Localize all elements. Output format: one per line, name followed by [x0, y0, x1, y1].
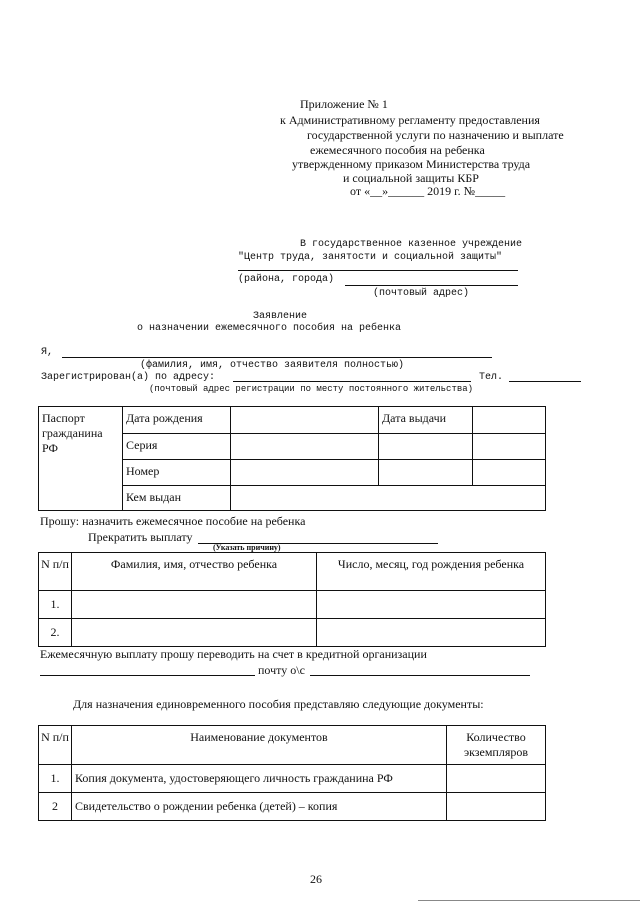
- appendix-line3: государственной услуги по назначению и выплате: [307, 128, 564, 142]
- district-label: (района, города): [238, 274, 335, 285]
- doc-2-count[interactable]: [447, 793, 546, 821]
- children-row-1-n: 1.: [50, 597, 60, 611]
- doc-1-n: 1.: [50, 771, 60, 785]
- doc-1-count[interactable]: [447, 765, 546, 793]
- birth-date-text: Дата рождения: [126, 411, 203, 425]
- title-line1: Заявление: [253, 311, 308, 322]
- docs-col-name-text: Наименование документов: [190, 730, 328, 744]
- docs-col-count-text: Количество экземпляров: [463, 730, 529, 759]
- issued-by-text: Кем выдан: [126, 490, 182, 504]
- child-2-name[interactable]: [72, 619, 317, 647]
- footer-line: [418, 900, 640, 901]
- table-row: [39, 591, 72, 619]
- doc-2-n: 2: [52, 799, 58, 813]
- bank-underline[interactable]: [40, 675, 255, 676]
- number-value[interactable]: [231, 460, 379, 486]
- number-extra-2[interactable]: [473, 460, 546, 486]
- issue-date-value[interactable]: [473, 407, 546, 434]
- docs-col-n: [39, 726, 72, 765]
- appendix-number: Приложение № 1: [300, 97, 388, 111]
- child-1-birth[interactable]: [317, 591, 546, 619]
- i-label: Я,: [41, 347, 54, 358]
- issued-by-label: [123, 486, 231, 511]
- stop-request: Прекратить выплату: [88, 530, 193, 544]
- phone-underline[interactable]: [509, 381, 581, 382]
- passport-header: [39, 407, 123, 511]
- children-col-n-text: N п/п: [41, 557, 69, 571]
- mail-label: почту о\с: [258, 663, 305, 677]
- addressee-line1: В государственное казенное учреждение: [300, 239, 523, 250]
- issue-date-label: [379, 407, 473, 434]
- appendix-line6: и социальной защиты КБР: [343, 171, 479, 185]
- series-value[interactable]: [231, 434, 379, 460]
- address-hint: (почтовый адрес регистрации по месту постоянного жительства): [149, 384, 474, 394]
- children-table: [38, 552, 546, 647]
- table-row: [39, 765, 72, 793]
- title-line2: о назначении ежемесячного пособия на ребенка: [137, 323, 402, 334]
- series-text: Серия: [126, 438, 158, 452]
- series-label: [123, 434, 231, 460]
- birth-date-label: [123, 407, 231, 434]
- postal-underline[interactable]: [345, 285, 518, 286]
- docs-col-n-text: N п/п: [41, 730, 69, 744]
- appendix-line2: к Административному регламенту предоставления: [280, 113, 540, 127]
- bank-line: Ежемесячную выплату прошу переводить на счет в кредитной организации: [40, 647, 427, 661]
- passport-header-text: Паспорт гражданина РФ: [42, 411, 103, 455]
- addressee-line2: "Центр труда, занятости и социальной защиты": [238, 252, 503, 263]
- page-number: 26: [310, 872, 322, 886]
- docs-col-name: [72, 726, 447, 765]
- series-extra-2[interactable]: [473, 434, 546, 460]
- table-row: [39, 619, 72, 647]
- children-col-name: [72, 553, 317, 591]
- children-col-birth-text: Число, месяц, год рождения ребенка: [337, 557, 525, 571]
- docs-intro: Для назначения единовременного пособия представляю следующие документы:: [73, 697, 484, 711]
- docs-col-count: [447, 726, 546, 765]
- postal-label: (почтовый адрес): [373, 288, 470, 299]
- child-2-birth[interactable]: [317, 619, 546, 647]
- doc-2-name: [72, 793, 447, 821]
- issue-date-text: Дата выдачи: [382, 411, 447, 425]
- reason-hint: (Указать причину): [213, 543, 281, 552]
- table-row: [39, 793, 72, 821]
- number-extra-1[interactable]: [379, 460, 473, 486]
- issued-by-value[interactable]: [231, 486, 546, 511]
- child-1-name[interactable]: [72, 591, 317, 619]
- series-extra-1[interactable]: [379, 434, 473, 460]
- fio-hint: (фамилия, имя, отчество заявителя полностью): [140, 360, 405, 371]
- number-label: [123, 460, 231, 486]
- address-underline[interactable]: [233, 381, 471, 382]
- doc-1-name-text: Копия документа, удостоверяющего личность гражданина РФ: [75, 771, 393, 785]
- documents-table: [38, 725, 546, 821]
- district-underline[interactable]: [238, 270, 518, 271]
- phone-label: Тел.: [479, 372, 504, 383]
- registered-label: Зарегистрирован(а) по адресу:: [41, 372, 216, 383]
- children-col-name-text: Фамилия, имя, отчество ребенка: [110, 557, 278, 571]
- doc-1-name: [72, 765, 447, 793]
- children-col-n: [39, 553, 72, 591]
- fio-underline[interactable]: [62, 357, 492, 358]
- assign-request: Прошу: назначить ежемесячное пособие на ребенка: [40, 514, 306, 528]
- birth-date-value[interactable]: [231, 407, 379, 434]
- passport-table: [38, 406, 546, 511]
- mail-underline[interactable]: [310, 675, 530, 676]
- appendix-line5: утвержденному приказом Министерства труда: [292, 157, 531, 171]
- children-col-birth: [317, 553, 546, 591]
- appendix-date-line: от «__»______ 2019 г. №_____: [350, 184, 506, 198]
- appendix-line4: ежемесячного пособия на ребенка: [310, 143, 485, 157]
- doc-2-name-text: Свидетельство о рождении ребенка (детей) – копия: [75, 799, 338, 813]
- children-row-2-n: 2.: [50, 625, 60, 639]
- number-text: Номер: [126, 464, 160, 478]
